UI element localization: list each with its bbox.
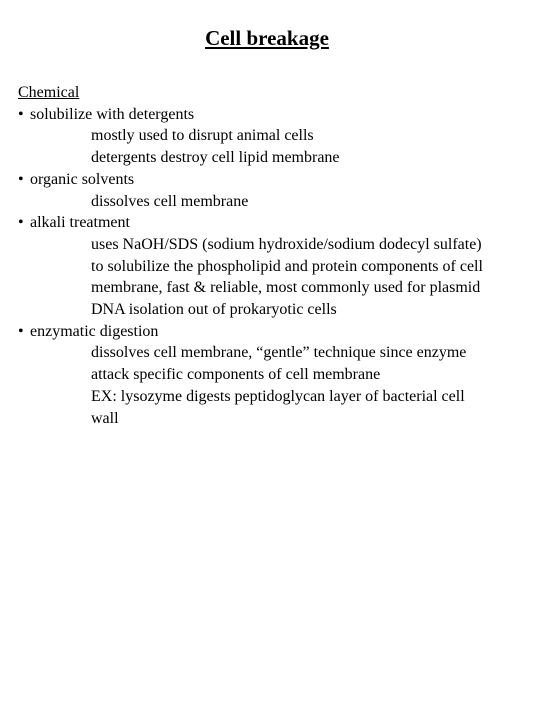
list-item: [18, 104, 538, 126]
list-item: [18, 321, 538, 343]
list-item-detail: EX: lysozyme digests peptidoglycan layer of bacterial cell: [91, 387, 465, 405]
list-item-detail: membrane, fast & reliable, most commonly used for plasmid: [91, 279, 481, 297]
list-item-detail: dissolves cell membrane: [91, 192, 249, 210]
list-item-detail: uses NaOH/SDS (sodium hydroxide/sodium dodecyl sulfate): [91, 235, 482, 253]
bullet-icon: •: [18, 105, 24, 123]
list-item-detail: wall: [91, 409, 119, 427]
list-item-label: solubilize with detergents: [30, 105, 195, 123]
list-item: [18, 169, 538, 191]
list-item-detail: detergents destroy cell lipid membrane: [91, 149, 340, 167]
bullet-icon: •: [18, 170, 24, 188]
content-body: [18, 82, 538, 429]
list-item-detail: DNA isolation out of prokaryotic cells: [91, 301, 337, 319]
list-item-label: alkali treatment: [30, 214, 130, 232]
list-item-label: organic solvents: [30, 170, 135, 188]
list-item-label: enzymatic digestion: [30, 322, 159, 340]
list-item-detail: to solubilize the phospholipid and protein components of cell: [91, 257, 483, 275]
page-title: Cell breakage: [205, 26, 329, 50]
list-item-detail: dissolves cell membrane, “gentle” technique since enzyme: [91, 344, 467, 362]
section-heading: Chemical: [18, 84, 80, 101]
list-item-detail: attack specific components of cell membrane: [91, 366, 381, 384]
bullet-icon: •: [18, 214, 24, 232]
list-item: [18, 212, 538, 234]
list-item-detail: mostly used to disrupt animal cells: [91, 127, 314, 145]
bullet-icon: •: [18, 322, 24, 340]
